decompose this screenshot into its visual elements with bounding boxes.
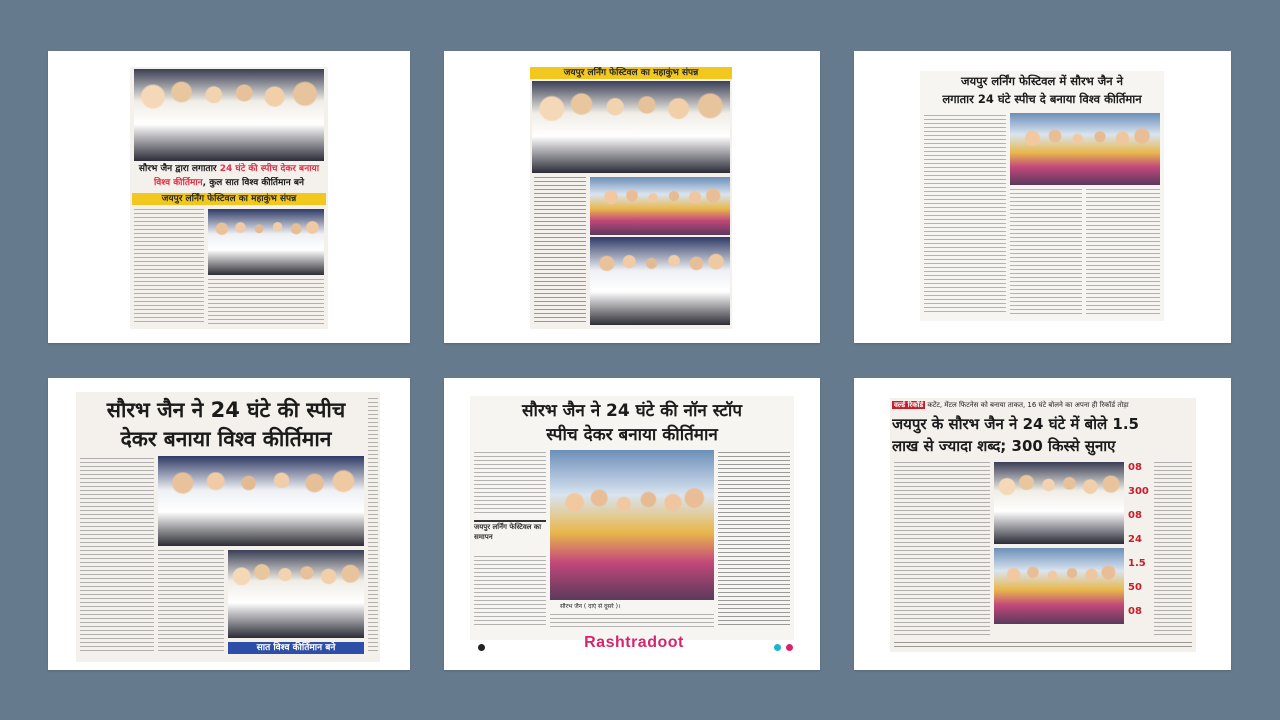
article-text [80, 458, 154, 654]
news-card-2[interactable] [444, 51, 820, 343]
article-text [474, 452, 546, 516]
fact-item: 08 [1128, 510, 1142, 521]
article-text [894, 462, 990, 638]
newspaper-clipping [470, 396, 794, 640]
stage-photo [590, 177, 730, 235]
headline-line-2: स्पीच देकर बनाया कीर्तिमान [546, 425, 718, 445]
article-text [1010, 189, 1082, 315]
ceremony-photo [134, 69, 324, 161]
headline-line-1: जयपुर लर्निंग फेस्टिवल में सौरभ जैन ने [960, 74, 1124, 88]
headline-line-1: जयपुर के सौरभ जैन ने 24 घंटे में बोले 1.5 [892, 415, 1139, 433]
fact-item: 50 [1128, 582, 1142, 593]
award-photo [208, 209, 324, 275]
newspaper-clipping [76, 392, 380, 662]
headline-line-1: सौरभ जैन ने 24 घंटे की नॉन स्टॉप [522, 401, 742, 421]
speaker-photo [994, 462, 1124, 544]
headline-line-1: सौरभ जैन ने 24 घंटे की स्पीच [106, 398, 346, 422]
article-text [474, 556, 546, 626]
newspaper-clipping [890, 398, 1196, 652]
group-photo [158, 456, 364, 546]
newspaper-clipping [920, 71, 1164, 321]
article-text [550, 614, 714, 628]
newspaper-clipping [530, 67, 732, 329]
kicker-text: कटेंट, मेंटल फिटनेस को बनाया ताकत, 16 घंटे बोलने का अपना ही रिकॉर्ड तोड़ा [927, 401, 1129, 409]
news-card-3[interactable] [854, 51, 1231, 343]
news-card-4[interactable] [48, 378, 410, 670]
fact-item: 08 [1128, 462, 1142, 473]
group-photo [590, 237, 730, 325]
news-card-1[interactable] [48, 51, 410, 343]
article-text [534, 177, 586, 325]
fact-item: 08 [1128, 606, 1142, 617]
trophy-photo [550, 450, 714, 600]
pager-dot [774, 644, 781, 651]
award-photo [228, 550, 364, 638]
headline-line-2: विश्व कीर्तिमान, कुल सात विश्व कीर्तिमान बने [153, 178, 305, 188]
stage-photo [1010, 113, 1160, 185]
ceremony-photo [532, 81, 730, 173]
audience-photo [994, 548, 1124, 624]
headline-line-1: सौरभ जैन द्वारा लगातार 24 घंटे की स्पीच देकर बनाया [138, 164, 320, 174]
fact-item: 24 [1128, 534, 1142, 545]
bottom-banner: सात विश्व कीर्तिमान बने [228, 642, 364, 654]
article-text [158, 550, 224, 654]
fact-item: 1.5 [1128, 558, 1146, 569]
article-text [208, 279, 324, 325]
rashtradoot-logo: Rashtradoot [584, 634, 684, 651]
fact-item: 300 [1128, 486, 1149, 497]
newspaper-clipping [130, 67, 328, 329]
sidebox-text: जयपुर लर्निंग फेस्टिवल का समापन [474, 523, 542, 541]
sidebox [474, 520, 546, 554]
news-card-6[interactable] [854, 378, 1231, 670]
pager-dot [786, 644, 793, 651]
festival-banner: जयपुर लर्निंग फेस्टिवल का महाकुंभ संपन्न [132, 193, 326, 205]
headline-line-2: लगातार 24 घंटे स्पीच दे बनाया विश्व कीर्तिमान [942, 92, 1142, 106]
article-text [718, 452, 790, 626]
footer-text [894, 642, 1192, 650]
headline-line-2: देकर बनाया विश्व कीर्तिमान [120, 427, 332, 451]
article-text [1086, 189, 1160, 315]
side-column-text [368, 398, 378, 654]
festival-banner: जयपुर लर्निंग फेस्टिवल का महाकुंभ संपन्न [530, 67, 732, 79]
headline-line-2: लाख से ज्यादा शब्द; 300 किस्से सुनाए [892, 437, 1116, 455]
news-card-5[interactable] [444, 378, 820, 670]
kicker [892, 400, 1192, 410]
photo-caption: सौरभ जैन ( दाएं से दूसरे )। [560, 603, 621, 610]
facts-column [1128, 462, 1192, 638]
article-text [924, 115, 1006, 315]
pager-dot [478, 644, 485, 651]
kicker-label: वर्ल्ड रिकॉर्ड [894, 401, 924, 409]
article-text [134, 209, 204, 325]
